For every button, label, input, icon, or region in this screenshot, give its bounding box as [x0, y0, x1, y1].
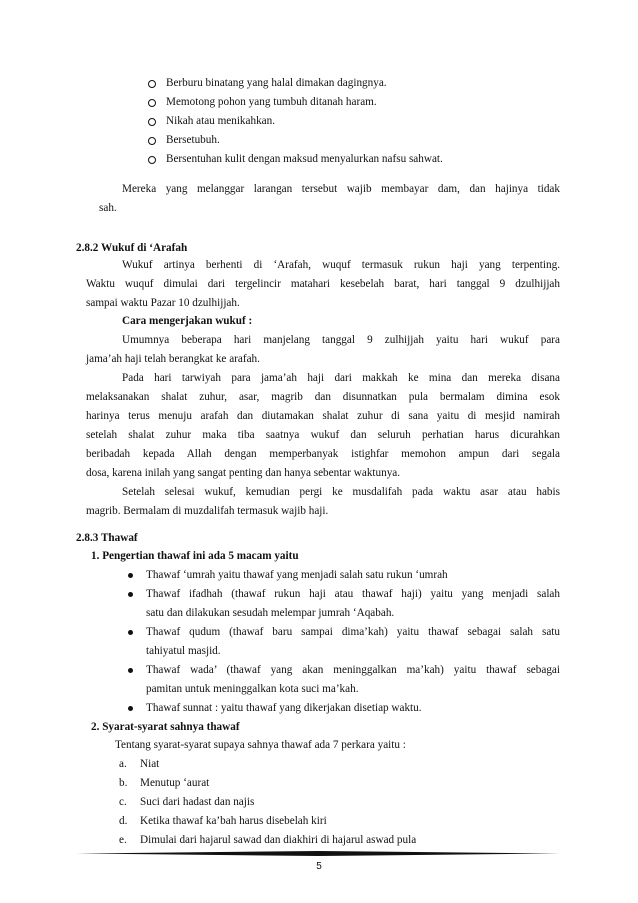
list-item: pamitan untuk meninggalkan kota suci ma’kah.: [146, 683, 359, 695]
paragraph-line: setelah shalat zuhur maka tiba saatnya wukuf dan seluruh perhatian harus dicurahkan: [86, 429, 560, 441]
list-item: Suci dari hadast dan najis: [140, 796, 255, 808]
list-item: Thawaf sunnat : yaitu thawaf yang dikerjakan disetiap waktu.: [146, 702, 422, 714]
list-item: satu dan dilakukan sesudah melempar jumrah ‘Aqabah.: [146, 607, 395, 619]
list-item: Thawaf qudum (thawaf baru sampai dima’kah) yaitu thawaf sebagai salah satu: [146, 626, 560, 638]
list-item: Thawaf ifadhah (thawaf rukun haji atau thawaf haji) yaitu yang menjadi salah: [146, 588, 560, 600]
paragraph-line: Pada hari tarwiyah para jama’ah haji dari makkah ke mina dan mereka disana: [122, 372, 560, 384]
circle-bullet-icon: [148, 156, 156, 164]
subheading: 2. Syarat-syarat sahnya thawaf: [91, 721, 240, 733]
bullet-dot-icon: [128, 706, 133, 711]
list-item: Menutup ‘aurat: [140, 777, 210, 789]
list-item: Bersentuhan kulit dengan maksud menyalurkan nafsu sahwat.: [166, 153, 443, 165]
paragraph-line: magrib. Bermalam di muzdalifah termasuk wajib haji.: [86, 505, 329, 517]
list-item: Nikah atau menikahkan.: [166, 115, 276, 127]
list-marker: d.: [119, 815, 128, 827]
list-item: Bersetubuh.: [166, 134, 220, 146]
circle-bullet-icon: [148, 118, 156, 126]
paragraph-line: dosa, karena inilah yang sangat penting dan hanya sebentar waktunya.: [86, 467, 401, 479]
section-heading: 2.8.2 Wukuf di ‘Arafah: [76, 242, 188, 254]
paragraph-line: melaksanakan shalat zuhur, asar, magrib dan disunnatkan pula bermalam dimina esok: [86, 391, 560, 403]
list-marker: e.: [119, 834, 127, 846]
list-marker: c.: [119, 796, 127, 808]
circle-bullet-icon: [148, 80, 156, 88]
list-marker: a.: [119, 758, 127, 770]
paragraph-line: Waktu wuquf dimulai dari tergelincir matahari kesebelah barat, hari tanggal 9 dzulhijjah: [86, 278, 560, 290]
subheading: Cara mengerjakan wukuf :: [122, 315, 253, 327]
paragraph-line: Tentang syarat-syarat supaya sahnya thawaf ada 7 perkara yaitu :: [115, 739, 406, 751]
list-item: Memotong pohon yang tumbuh ditanah haram.: [166, 96, 377, 108]
paragraph-line: Umumnya beberapa hari manjelang tanggal 9 zulhijjah yaitu hari wukuf para: [122, 334, 560, 346]
section-heading: 2.8.3 Thawaf: [76, 532, 138, 544]
paragraph-line: Mereka yang melanggar larangan tersebut wajib membayar dam, dan hajinya tidak: [122, 183, 560, 195]
list-item: Dimulai dari hajarul sawad dan diakhiri di hajarul aswad pula: [140, 834, 417, 846]
paragraph-line: sampai waktu Pazar 10 dzulhijjah.: [86, 297, 240, 309]
paragraph-line: Setelah selesai wukuf, kemudian pergi ke musdalifah pada waktu asar atau habis: [122, 486, 560, 498]
list-marker: b.: [119, 777, 128, 789]
bullet-dot-icon: [128, 630, 133, 635]
paragraph-line: harinya terus menuju arafah dan diutamakan shalat zuhur di sana yaitu di mesjid namirah: [86, 410, 560, 422]
bullet-dot-icon: [128, 668, 133, 673]
circle-bullet-icon: [148, 137, 156, 145]
paragraph-line: beribadah kepada Allah dengan memperbanyak istighfar memohon ampun dari segala: [86, 448, 560, 460]
circle-bullet-icon: [148, 99, 156, 107]
list-item: Thawaf wada’ (thawaf yang akan meninggalkan ma’kah) yaitu thawaf sebagai: [146, 664, 560, 676]
list-item: Ketika thawaf ka’bah harus disebelah kiri: [140, 815, 327, 827]
bullet-dot-icon: [128, 592, 133, 597]
bullet-dot-icon: [128, 573, 133, 578]
footer-rule: [76, 851, 560, 856]
subheading: 1. Pengertian thawaf ini ada 5 macam yaitu: [91, 550, 299, 562]
list-item: Thawaf ‘umrah yaitu thawaf yang menjadi salah satu rukun ‘umrah: [146, 569, 448, 581]
list-item: Berburu binatang yang halal dimakan dagingnya.: [166, 77, 387, 89]
list-item: Niat: [140, 758, 160, 770]
paragraph-line: Wukuf artinya berhenti di ‘Arafah, wuquf termasuk rukun haji yang terpenting.: [122, 259, 560, 271]
page-number: 5: [316, 861, 322, 872]
paragraph-line: sah.: [99, 202, 117, 214]
list-item: tahiyatul masjid.: [146, 645, 221, 657]
paragraph-line: jama’ah haji telah berangkat ke arafah.: [86, 353, 260, 365]
